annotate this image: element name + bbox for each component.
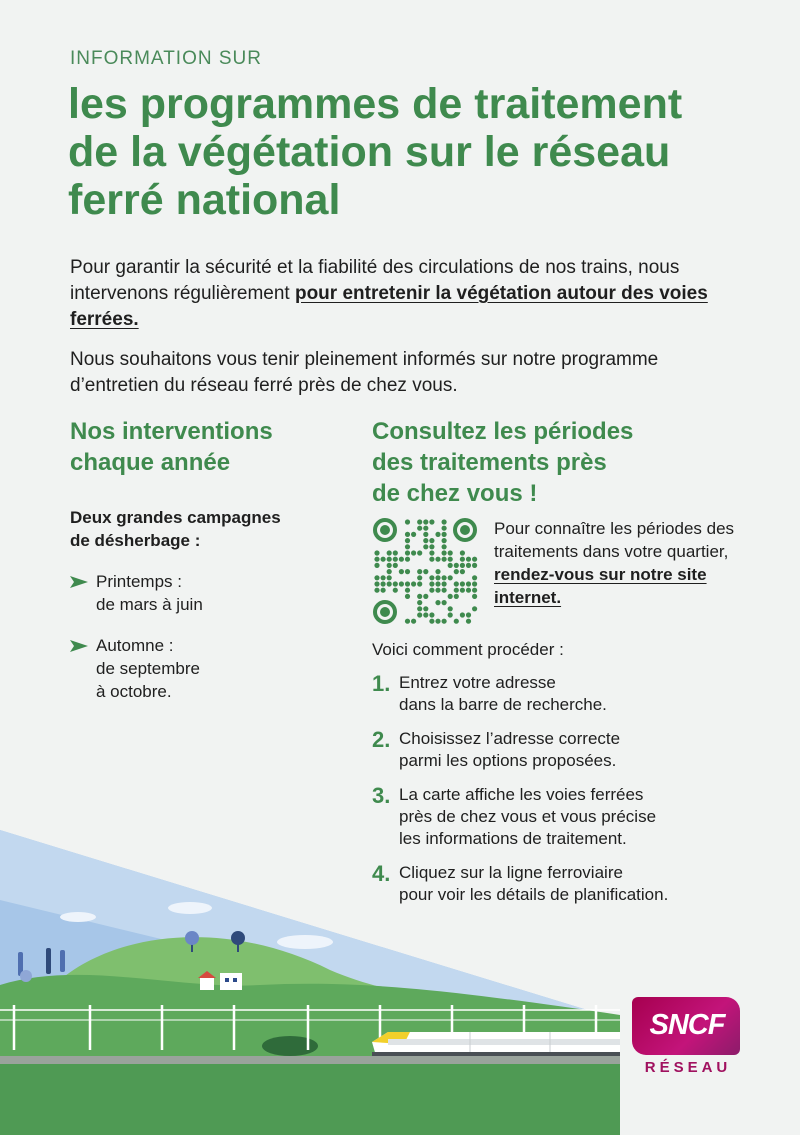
logo-subtitle: RÉSEAU — [644, 1059, 732, 1076]
cloud — [277, 935, 333, 949]
house-window — [233, 978, 237, 982]
step-line: dans la barre de recherche. — [399, 695, 607, 714]
page-title — [68, 80, 768, 224]
house-window — [225, 978, 229, 982]
season-spring — [70, 570, 330, 616]
intro-text: Pour garantir la sécurité et la fiabilité des circulations de nos trains, nous intervenons régulièrement — [70, 257, 680, 304]
kicker: INFORMATION SUR — [70, 48, 262, 69]
house — [200, 978, 214, 990]
season-line: Printemps : — [96, 572, 182, 591]
interventions-heading — [70, 416, 330, 478]
step-line: les informations de traitement. — [399, 829, 627, 848]
step-line: La carte affiche les voies ferrées — [399, 785, 644, 804]
title-line: les programmes de traitement — [68, 80, 683, 128]
heading-line: de chez vous ! — [372, 480, 538, 507]
heading-line: des traitements près — [372, 449, 607, 476]
step-line: Entrez votre adresse — [399, 673, 556, 692]
heading-line: Nos interventions — [70, 418, 273, 445]
arrow-icon — [70, 634, 96, 703]
house — [220, 973, 242, 990]
title-line: ferré national — [68, 176, 341, 224]
step-number: 4. — [372, 861, 391, 886]
season-text — [96, 634, 200, 703]
track-bed — [0, 1056, 620, 1064]
step-number: 1. — [372, 671, 391, 696]
foreground-grass — [0, 1060, 620, 1135]
intro-emphasis: pour entretenir la végétation autour des voies ferrées. — [70, 283, 708, 330]
season-line: à octobre. — [96, 682, 172, 701]
qr-code-icon[interactable] — [372, 517, 478, 625]
step-line: parmi les options proposées. — [399, 751, 617, 770]
season-line: de septembre — [96, 659, 200, 678]
logo-brand: SNCF — [649, 1009, 725, 1041]
website-link[interactable]: rendez-vous sur notre site internet. — [494, 565, 707, 607]
step-text — [399, 728, 620, 772]
qr-description: Pour connaître les périodes des traitements dans votre quartier, — [494, 519, 735, 561]
sncf-reseau-logo — [628, 995, 748, 1085]
step-line: près de chez vous et vous précise — [399, 807, 657, 826]
intro-paragraph-1 — [70, 255, 740, 333]
step-line: pour voir les détails de planification. — [399, 885, 669, 904]
season-autumn — [70, 634, 330, 703]
howto-label: Voici comment procéder : — [372, 640, 564, 659]
step-text — [399, 672, 607, 716]
heading-line: Consultez les périodes — [372, 418, 634, 445]
step-item — [372, 672, 742, 716]
train — [372, 1032, 620, 1056]
arrow-icon — [70, 570, 96, 616]
consult-heading — [372, 416, 752, 509]
cloud — [168, 902, 212, 914]
campaigns-subheading — [70, 506, 330, 552]
season-text — [96, 570, 203, 616]
step-line: Cliquez sur la ligne ferroviaire — [399, 863, 623, 882]
intro-paragraph-2: Nous souhaitons vous tenir pleinement informés sur notre programme d’entretien du réseau ferré près de chez vous. — [70, 349, 659, 396]
step-line: Choisissez l’adresse correcte — [399, 729, 621, 748]
subheading-line: Deux grandes campagnes — [70, 508, 281, 527]
step-number: 3. — [372, 783, 391, 808]
title-line: de la végétation sur le réseau — [68, 128, 671, 176]
subheading-line: de désherbage : — [70, 531, 201, 550]
interventions-section — [70, 416, 330, 703]
intro — [70, 255, 740, 413]
step-number: 2. — [372, 727, 391, 752]
season-line: Automne : — [96, 636, 174, 655]
step-item — [372, 728, 742, 772]
railway-landscape-illustration — [0, 820, 800, 1135]
qr-row — [372, 517, 744, 625]
qr-text — [494, 517, 744, 625]
heading-line: chaque année — [70, 449, 231, 476]
season-line: de mars à juin — [96, 595, 203, 614]
consult-section — [372, 416, 752, 509]
cloud — [60, 912, 96, 922]
